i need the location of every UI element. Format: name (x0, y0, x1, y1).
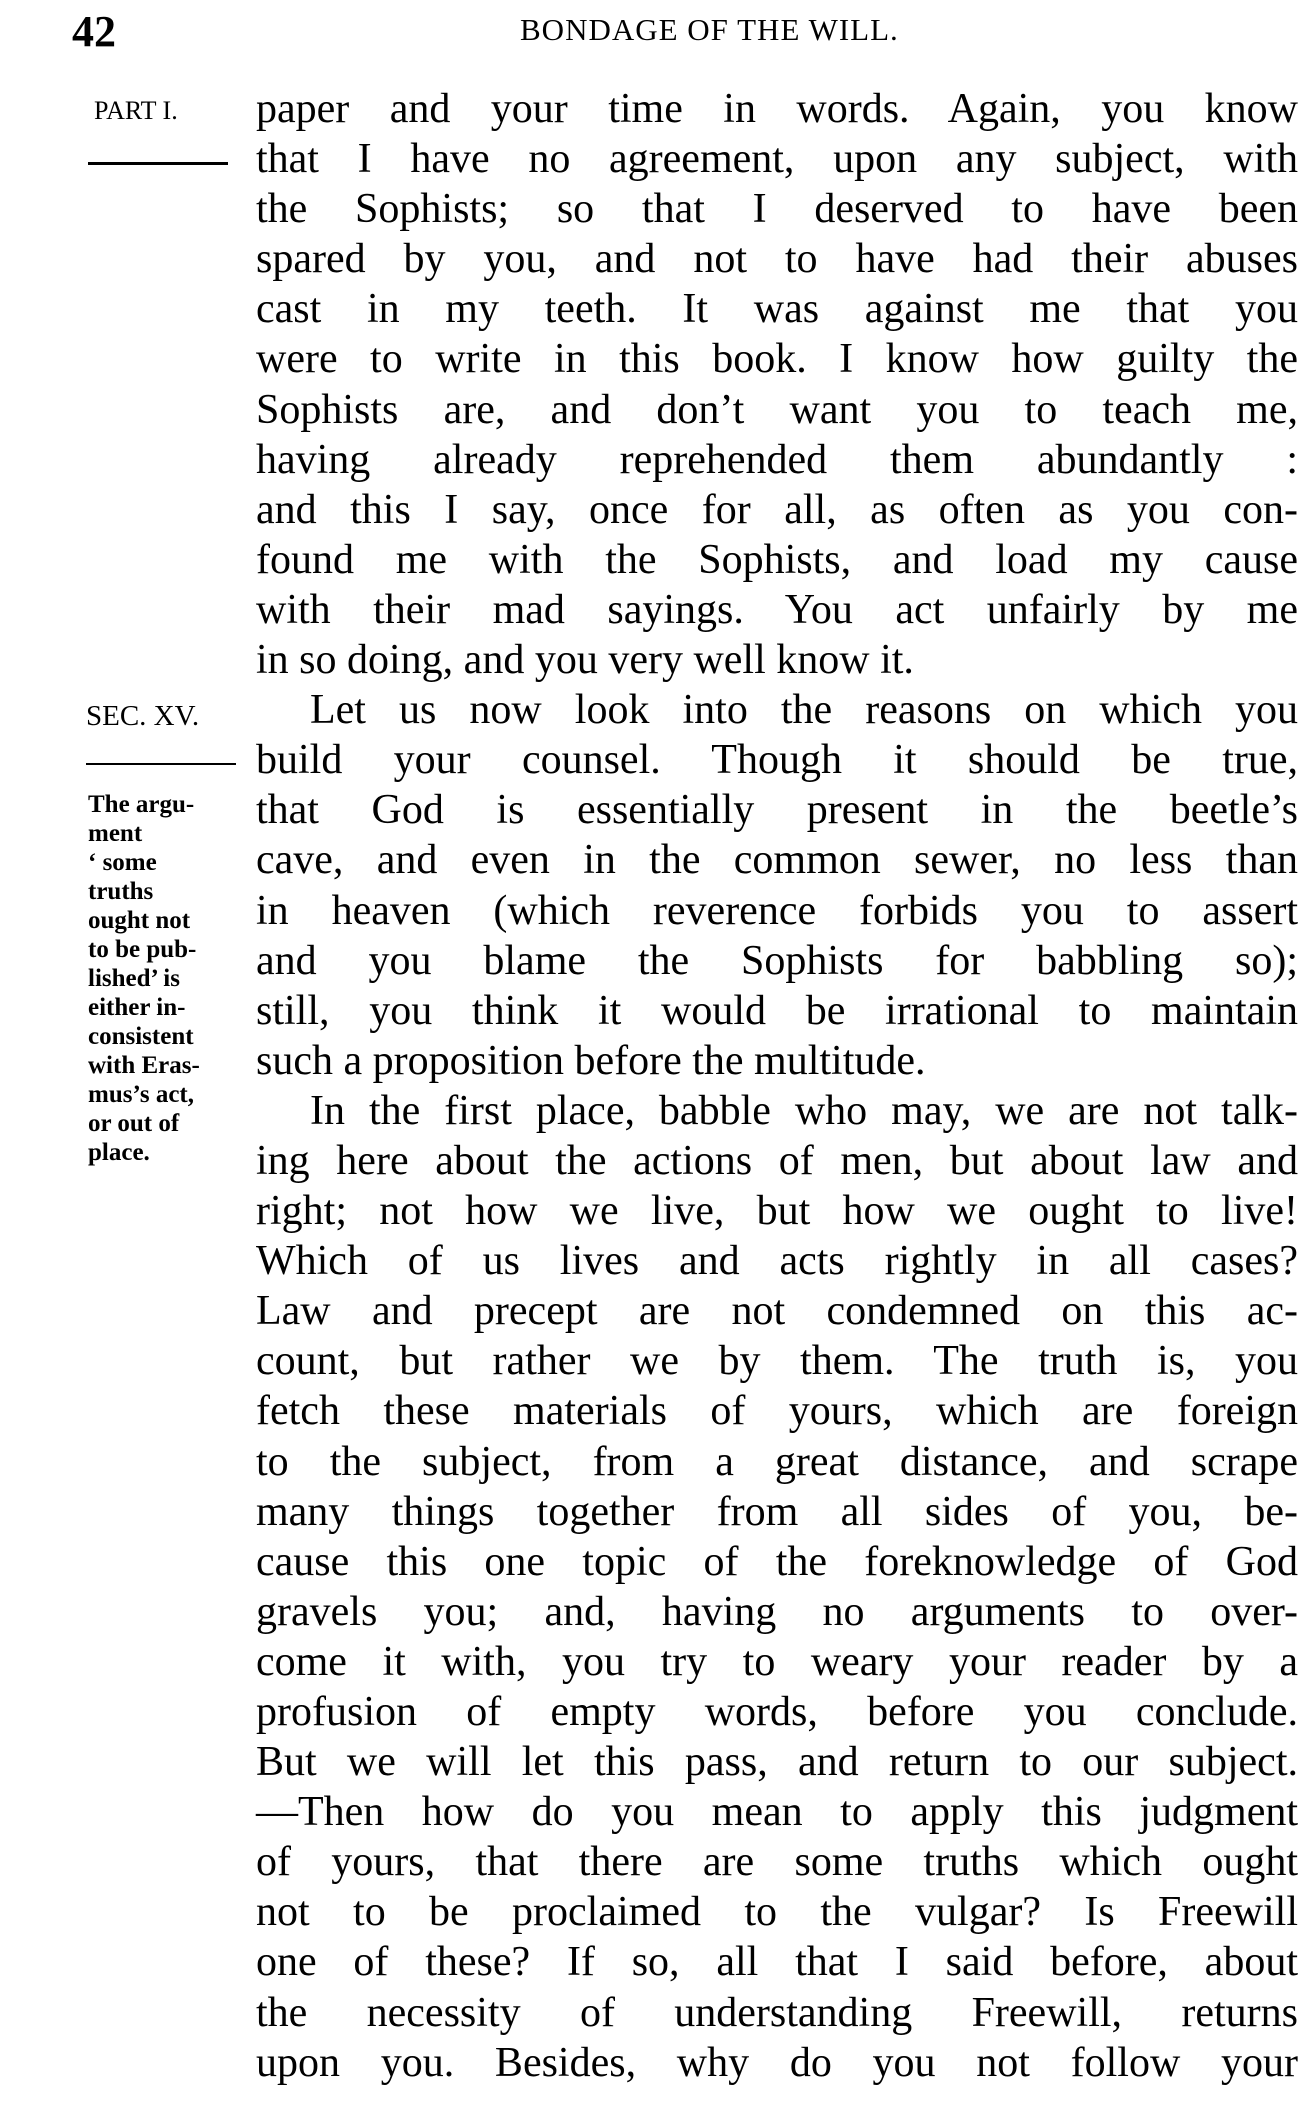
margin-note-line: ought not (88, 907, 191, 934)
part-label: PART I. (94, 96, 178, 125)
margin-note-line: ‘ some (88, 849, 157, 876)
text-line: Sophists are, and don’t want you to teach me, (256, 386, 1298, 433)
text-line: upon you. Besides, why do you not follow your (256, 2039, 1298, 2086)
text-line: Which of us lives and acts rightly in all cases? (256, 1238, 1298, 1285)
text-line: to the subject, from a great distance, and scrape (256, 1438, 1298, 1485)
margin-note-line: lished’ is (88, 965, 180, 992)
text-line: and you blame the Sophists for babbling so); (256, 937, 1298, 984)
text-line: the necessity of understanding Freewill, returns (256, 1989, 1298, 2036)
body-text (256, 84, 1298, 2088)
text-line: spared by you, and not to have had their abuses (256, 236, 1298, 283)
text-line: with their mad sayings. You act unfairly by me (256, 586, 1298, 633)
text-line: profusion of empty words, before you conclude. (256, 1689, 1298, 1735)
text-line: cause this one topic of the foreknowledge of God (256, 1538, 1298, 1585)
text-line: that God is essentially present in the beetle’s (256, 787, 1298, 834)
margin-note-line: truths (88, 878, 154, 905)
text-line: still, you think it would be irrational to maintain (256, 987, 1298, 1034)
text-line: In the first place, babble who may, we are not talk- (310, 1087, 1298, 1134)
text-line: having already reprehended them abundantly : (256, 436, 1298, 483)
text-line: count, but rather we by them. The truth is, you (256, 1338, 1298, 1385)
text-line: Law and precept are not condemned on this ac- (256, 1288, 1298, 1335)
text-line: cast in my teeth. It was against me that you (256, 286, 1298, 333)
margin-note-line: mus’s act, (88, 1081, 195, 1108)
text-line: paper and your time in words. Again, you know (256, 86, 1298, 132)
text-line: of yours, that there are some truths which ought (256, 1839, 1298, 1886)
text-line: in heaven (which reverence forbids you to assert (256, 887, 1298, 934)
text-line: in so doing, and you very well know it. (256, 637, 914, 684)
text-line: and this I say, once for all, as often as you con- (256, 486, 1298, 533)
section-label: SEC. XV. (86, 700, 200, 732)
margin-note (88, 790, 238, 1167)
margin-note-line: with Eras- (88, 1052, 200, 1079)
text-line: ing here about the actions of men, but about law and (256, 1137, 1298, 1184)
margin-note-line: to be pub- (88, 936, 197, 963)
margin-note-line: either in- (88, 994, 186, 1021)
text-line: But we will let this pass, and return to our subject. (256, 1739, 1298, 1786)
text-line: found me with the Sophists, and load my cause (256, 536, 1298, 583)
text-line: that I have no agreement, upon any subject, with (256, 136, 1298, 183)
text-line: fetch these materials of yours, which are foreign (256, 1388, 1298, 1435)
text-line: right; not how we live, but how we ought to live! (256, 1188, 1298, 1235)
text-line: build your counsel. Though it should be true, (256, 737, 1298, 784)
text-line: the Sophists; so that I deserved to have been (256, 186, 1298, 233)
text-line: such a proposition before the multitude. (256, 1037, 926, 1084)
margin-note-line: consistent (88, 1023, 194, 1050)
text-line: many things together from all sides of you, be- (256, 1488, 1298, 1535)
running-title: BONDAGE OF THE WILL. (520, 12, 899, 47)
text-line: Let us now look into the reasons on which you (310, 687, 1298, 734)
text-line: one of these? If so, all that I said before, about (256, 1939, 1298, 1986)
text-line: —Then how do you mean to apply this judgment (256, 1789, 1298, 1836)
text-line: come it with, you try to weary your reader by a (256, 1638, 1298, 1685)
margin-note-line: The argu- (88, 791, 195, 818)
text-line: cave, and even in the common sewer, no less than (256, 837, 1298, 884)
text-line: gravels you; and, having no arguments to over- (256, 1588, 1298, 1635)
section-rule (86, 763, 236, 765)
text-line: not to be proclaimed to the vulgar? Is Freewill (256, 1889, 1298, 1936)
margin-note-line: or out of (88, 1110, 180, 1137)
text-line: were to write in this book. I know how guilty the (256, 336, 1298, 383)
margin-note-line: place. (88, 1139, 150, 1166)
margin-note-line: ment (88, 820, 143, 847)
part-rule (88, 162, 228, 165)
page-number: 42 (72, 7, 116, 56)
